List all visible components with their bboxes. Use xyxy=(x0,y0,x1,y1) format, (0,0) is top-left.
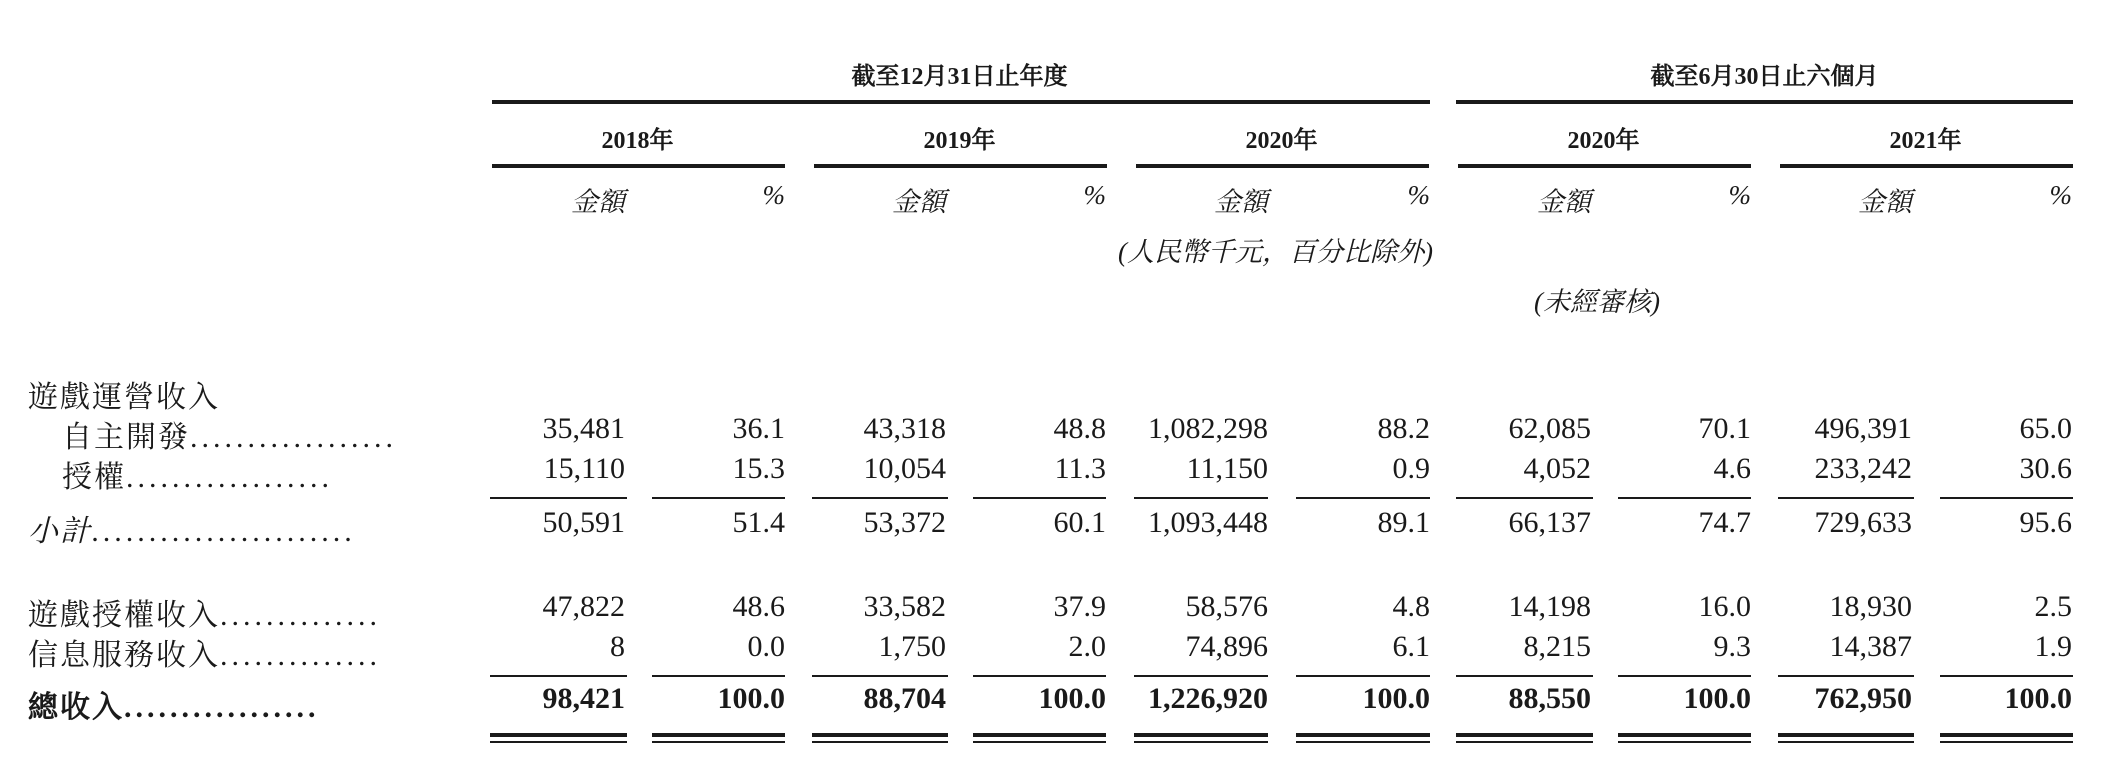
total-rule xyxy=(1134,675,1268,677)
group-header-six-months: 截至6月30日止六個月 xyxy=(1650,64,1879,90)
cell-value: 14,387 xyxy=(1829,630,1912,663)
amount-header: 金額 xyxy=(1537,187,1591,217)
cell-value: 15.3 xyxy=(732,452,785,485)
cell-value: 48.6 xyxy=(732,590,785,623)
total-rule xyxy=(1778,675,1914,677)
cell-value: 48.8 xyxy=(1053,412,1106,445)
cell-value: 2.0 xyxy=(1068,630,1106,663)
cell-value: 43,318 xyxy=(863,412,946,445)
row-label-text: 授權 xyxy=(62,461,126,494)
percent-header: % xyxy=(1083,180,1106,210)
cell-value: 16.0 xyxy=(1698,590,1751,623)
cell-value: 37.9 xyxy=(1053,590,1106,623)
year-header: 2020年 xyxy=(1567,128,1640,154)
cell-value: 762,950 xyxy=(1814,682,1912,715)
unit-note: (人民幣千元，百分比除外) xyxy=(1118,237,1433,267)
double-rule-top xyxy=(490,733,627,737)
cell-value: 496,391 xyxy=(1814,412,1912,445)
double-rule-bottom xyxy=(490,741,627,743)
subtotal-rule xyxy=(490,497,627,499)
year-rule xyxy=(492,164,785,168)
cell-value: 1,226,920 xyxy=(1148,682,1268,715)
cell-value: 1,750 xyxy=(878,630,946,663)
cell-value: 4.8 xyxy=(1392,590,1430,623)
row-label-text: 信息服務收入 xyxy=(28,639,220,672)
double-rule-top xyxy=(652,733,785,737)
cell-value: 9.3 xyxy=(1713,630,1751,663)
leader-dots: .............. xyxy=(220,639,381,672)
percent-header: % xyxy=(762,180,785,210)
cell-value: 95.6 xyxy=(2019,506,2072,539)
cell-value: 58,576 xyxy=(1185,590,1268,623)
cell-value: 100.0 xyxy=(1683,682,1751,715)
subtotal-rule xyxy=(812,497,948,499)
cell-value: 62,085 xyxy=(1508,412,1591,445)
total-rule xyxy=(1296,675,1430,677)
cell-value: 53,372 xyxy=(863,506,946,539)
cell-value: 100.0 xyxy=(1038,682,1106,715)
cell-value: 88,550 xyxy=(1508,682,1591,715)
cell-value: 100.0 xyxy=(717,682,785,715)
double-rule-top xyxy=(1618,733,1751,737)
double-rule-top xyxy=(1296,733,1430,737)
total-rule xyxy=(1940,675,2073,677)
double-rule-bottom xyxy=(1778,741,1914,743)
year-rule xyxy=(1136,164,1429,168)
cell-value: 4,052 xyxy=(1523,452,1591,485)
amount-header: 金額 xyxy=(1214,187,1268,217)
cell-value: 233,242 xyxy=(1814,452,1912,485)
amount-header: 金額 xyxy=(892,187,946,217)
cell-value: 1.9 xyxy=(2034,630,2072,663)
cell-value: 6.1 xyxy=(1392,630,1430,663)
leader-dots: ....................... xyxy=(92,515,357,548)
double-rule-bottom xyxy=(1940,741,2073,743)
cell-value: 74,896 xyxy=(1185,630,1268,663)
subtotal-rule xyxy=(973,497,1106,499)
total-rule xyxy=(490,675,627,677)
cell-value: 89.1 xyxy=(1377,506,1430,539)
cell-value: 11.3 xyxy=(1054,452,1106,485)
row-label-text: 小計 xyxy=(28,515,92,548)
double-rule-top xyxy=(1456,733,1593,737)
total-rule xyxy=(652,675,785,677)
cell-value: 60.1 xyxy=(1053,506,1106,539)
double-rule-bottom xyxy=(1296,741,1430,743)
subtotal-rule xyxy=(1618,497,1751,499)
cell-value: 8 xyxy=(610,630,625,663)
total-rule xyxy=(812,675,948,677)
subtotal-rule xyxy=(1456,497,1593,499)
cell-value: 0.0 xyxy=(747,630,785,663)
subtotal-rule xyxy=(1296,497,1430,499)
cell-value: 2.5 xyxy=(2034,590,2072,623)
year-header: 2019年 xyxy=(923,128,996,154)
cell-value: 14,198 xyxy=(1508,590,1591,623)
double-rule-top xyxy=(812,733,948,737)
cell-value: 33,582 xyxy=(863,590,946,623)
cell-value: 11,150 xyxy=(1186,452,1268,485)
cell-value: 15,110 xyxy=(543,452,625,485)
percent-header: % xyxy=(2049,180,2072,210)
cell-value: 98,421 xyxy=(542,682,625,715)
cell-value: 35,481 xyxy=(542,412,625,445)
row-label xyxy=(28,452,502,496)
leader-dots: ................. xyxy=(124,691,320,724)
cell-value: 74.7 xyxy=(1698,506,1751,539)
cell-value: 100.0 xyxy=(2004,682,2072,715)
row-label xyxy=(28,506,468,550)
cell-value: 36.1 xyxy=(732,412,785,445)
cell-value: 66,137 xyxy=(1508,506,1591,539)
year-header: 2018年 xyxy=(601,128,674,154)
row-label-text: 遊戲授權收入 xyxy=(28,599,220,632)
double-rule-bottom xyxy=(973,741,1106,743)
row-label xyxy=(28,412,502,456)
amount-header: 金額 xyxy=(1858,187,1912,217)
cell-value: 30.6 xyxy=(2019,452,2072,485)
double-rule-bottom xyxy=(1134,741,1268,743)
leader-dots: .................. xyxy=(126,461,333,494)
cell-value: 1,093,448 xyxy=(1148,506,1268,539)
year-rule xyxy=(814,164,1107,168)
cell-value: 0.9 xyxy=(1392,452,1430,485)
cell-value: 8,215 xyxy=(1523,630,1591,663)
unaudited-note: (未經審核) xyxy=(1534,287,1660,317)
year-rule xyxy=(1458,164,1751,168)
leader-dots: .................. xyxy=(190,421,397,454)
total-rule xyxy=(973,675,1106,677)
group-header-annual: 截至12月31日止年度 xyxy=(851,64,1068,90)
double-rule-top xyxy=(1134,733,1268,737)
double-rule-top xyxy=(1778,733,1914,737)
double-rule-bottom xyxy=(1618,741,1751,743)
row-label xyxy=(28,590,468,634)
cell-value: 47,822 xyxy=(542,590,625,623)
double-rule-top xyxy=(973,733,1106,737)
cell-value: 100.0 xyxy=(1362,682,1430,715)
double-rule-bottom xyxy=(652,741,785,743)
cell-value: 4.6 xyxy=(1713,452,1751,485)
cell-value: 729,633 xyxy=(1814,506,1912,539)
cell-value: 88,704 xyxy=(863,682,946,715)
leader-dots: .............. xyxy=(220,599,381,632)
total-rule xyxy=(1456,675,1593,677)
cell-value: 50,591 xyxy=(542,506,625,539)
cell-value: 1,082,298 xyxy=(1148,412,1268,445)
subtotal-rule xyxy=(1134,497,1268,499)
group-rule-annual xyxy=(492,100,1430,104)
year-rule xyxy=(1780,164,2073,168)
cell-value: 51.4 xyxy=(732,506,785,539)
double-rule-top xyxy=(1940,733,2073,737)
group-rule-six-months xyxy=(1456,100,2073,104)
cell-value: 88.2 xyxy=(1377,412,1430,445)
cell-value: 18,930 xyxy=(1829,590,1912,623)
row-label-text: 遊戲運營收入 xyxy=(28,381,220,414)
cell-value: 10,054 xyxy=(863,452,946,485)
double-rule-bottom xyxy=(812,741,948,743)
percent-header: % xyxy=(1407,180,1430,210)
row-label-text: 自主開發 xyxy=(62,421,190,454)
row-label xyxy=(28,682,468,726)
double-rule-bottom xyxy=(1456,741,1593,743)
row-label xyxy=(28,630,468,674)
percent-header: % xyxy=(1728,180,1751,210)
year-header: 2021年 xyxy=(1889,128,1962,154)
cell-value: 70.1 xyxy=(1698,412,1751,445)
cell-value: 65.0 xyxy=(2019,412,2072,445)
subtotal-rule xyxy=(652,497,785,499)
row-label-text: 總收入 xyxy=(28,691,124,724)
subtotal-rule xyxy=(1778,497,1914,499)
amount-header: 金額 xyxy=(571,187,625,217)
row-label xyxy=(28,372,468,416)
subtotal-rule xyxy=(1940,497,2073,499)
year-header: 2020年 xyxy=(1245,128,1318,154)
total-rule xyxy=(1618,675,1751,677)
